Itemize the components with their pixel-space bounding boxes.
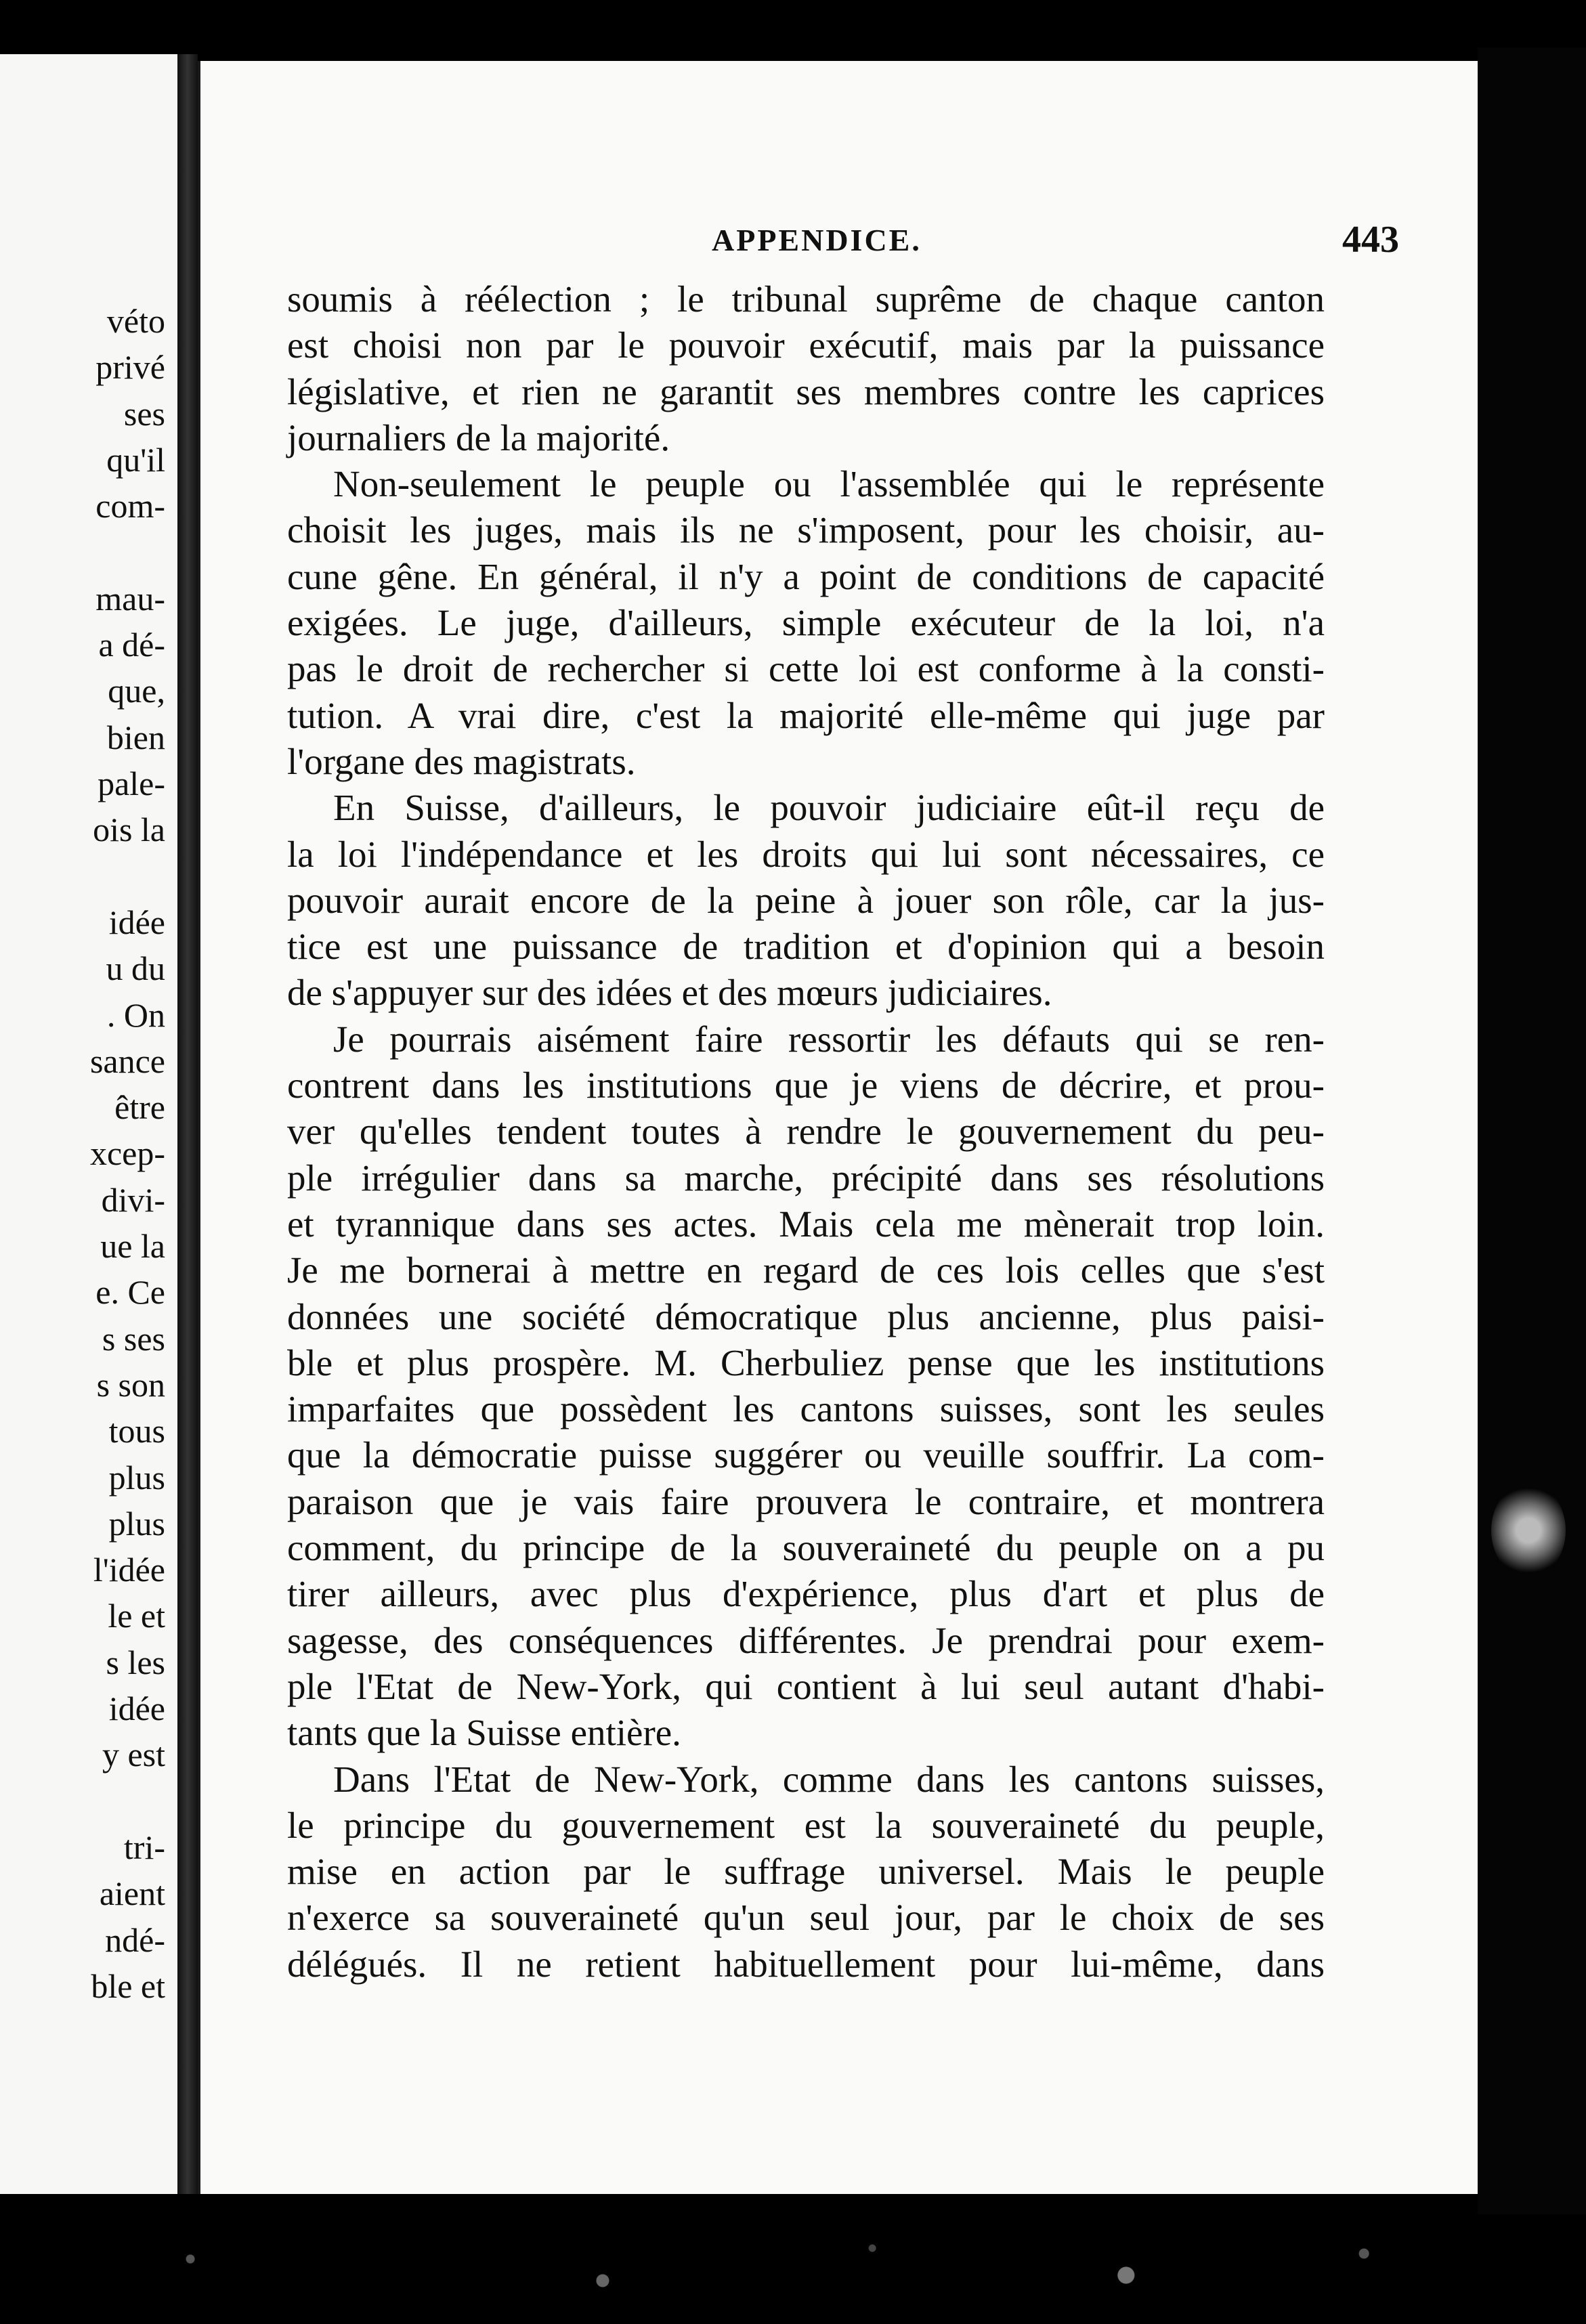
facing-page-line: divi- bbox=[101, 1180, 165, 1219]
text-line: et tyrannique dans ses actes. Mais cela me mènerait trop loin. bbox=[287, 1203, 1325, 1245]
scan-border bbox=[0, 2216, 1586, 2324]
facing-page-line: s les bbox=[106, 1643, 165, 1681]
facing-page-line: véto bbox=[106, 302, 165, 340]
facing-page-line: bien bbox=[106, 718, 165, 756]
facing-page-line: pale- bbox=[98, 765, 165, 802]
facing-page-line: s son bbox=[96, 1365, 165, 1404]
facing-page-line: ble et bbox=[91, 1966, 165, 2005]
facing-page-line: qu'il bbox=[106, 440, 165, 479]
book-gutter bbox=[177, 54, 198, 2194]
facing-page-line: tous bbox=[108, 1412, 165, 1450]
facing-page-line: idée bbox=[108, 903, 165, 941]
running-title: APPENDICE. bbox=[712, 223, 922, 257]
facing-page-line: l'idée bbox=[93, 1551, 165, 1589]
text-line: ver qu'elles tendent toutes à rendre le gouvernement du peu- bbox=[287, 1111, 1325, 1153]
text-line: délégués. Il ne retient habituellement pour lui-même, dans bbox=[287, 1943, 1325, 1985]
text-line: journaliers de la majorité. bbox=[287, 416, 670, 458]
facing-page-line: mau- bbox=[95, 579, 165, 618]
text-line: de s'appuyer sur des idées et des mœurs judiciaires. bbox=[287, 972, 1052, 1014]
text-line: législative, et rien ne garantit ses membres contre les caprices bbox=[287, 370, 1325, 412]
text-line: que la démocratie puisse suggérer ou veuille souffrir. La com- bbox=[287, 1434, 1325, 1476]
facing-page-line: ue la bbox=[100, 1227, 165, 1265]
facing-page-line: ndé- bbox=[105, 1920, 165, 1959]
text-line: données une société démocratique plus ancienne, plus paisi- bbox=[287, 1295, 1325, 1337]
text-line: le principe du gouvernement est la souveraineté du peuple, bbox=[287, 1804, 1325, 1846]
text-line: comment, du principe de la souveraineté du peuple on a pu bbox=[287, 1527, 1325, 1569]
text-line: Dans l'Etat de New-York, comme dans les cantons suisses, bbox=[333, 1758, 1325, 1800]
text-line: soumis à réélection ; le tribunal suprême de chaque canton bbox=[287, 278, 1325, 320]
facing-page-line: a dé- bbox=[98, 626, 165, 664]
text-line: tants que la Suisse entière. bbox=[287, 1712, 681, 1754]
text-line: Non-seulement le peuple ou l'assemblée qui le représente bbox=[333, 463, 1325, 505]
page-number: 443 bbox=[1342, 219, 1399, 261]
facing-page-line: u du bbox=[106, 949, 165, 988]
facing-page-line: . On bbox=[106, 995, 165, 1034]
text-line: l'organe des magistrats. bbox=[287, 740, 636, 782]
text-line: est choisi non par le pouvoir exécutif, mais par la puissance bbox=[287, 324, 1325, 366]
body-text bbox=[287, 276, 1325, 1987]
text-line: ble et plus prospère. M. Cherbuliez pense que les institutions bbox=[287, 1341, 1325, 1383]
text-line: ple irrégulier dans sa marche, précipité dans ses résolutions bbox=[287, 1157, 1325, 1199]
facing-page-line: y est bbox=[102, 1736, 165, 1774]
facing-page-line: com- bbox=[95, 487, 165, 525]
text-line: pouvoir aurait encore de la peine à jouer son rôle, car la jus- bbox=[287, 879, 1325, 921]
text-line: paraison que je vais faire prouvera le contraire, et montrera bbox=[287, 1480, 1325, 1522]
facing-page-line: le et bbox=[108, 1597, 165, 1635]
facing-page-line: xcep- bbox=[89, 1134, 165, 1173]
text-line: cune gêne. En général, il n'y a point de conditions de capacité bbox=[287, 555, 1325, 597]
text-line: mise en action par le suffrage universel. Mais le peuple bbox=[287, 1851, 1325, 1893]
facing-page-line: être bbox=[114, 1088, 165, 1127]
facing-page-line: e. Ce bbox=[95, 1273, 165, 1312]
facing-page-line: s ses bbox=[102, 1319, 165, 1358]
facing-page-line: plus bbox=[108, 1458, 165, 1497]
text-line: sagesse, des conséquences différentes. Je prendrai pour exem- bbox=[287, 1619, 1325, 1661]
facing-page-line: que, bbox=[108, 672, 165, 710]
text-line: imparfaites que possèdent les cantons suisses, sont les seules bbox=[287, 1388, 1325, 1430]
facing-page-fragment bbox=[0, 54, 179, 2194]
text-line: Je me bornerai à mettre en regard de ces lois celles que s'est bbox=[287, 1249, 1325, 1291]
text-line: exigées. Le juge, d'ailleurs, simple exécuteur de la loi, n'a bbox=[287, 602, 1325, 644]
text-line: la loi l'indépendance et les droits qui lui sont nécessaires, ce bbox=[287, 833, 1325, 875]
page bbox=[198, 61, 1480, 2194]
facing-page-line: tri- bbox=[123, 1828, 165, 1866]
text-line: tice est une puissance de tradition et d'opinion qui a besoin bbox=[287, 926, 1325, 968]
text-line: choisit les juges, mais ils ne s'imposent, pour les choisir, au- bbox=[287, 509, 1325, 551]
text-line: ple l'Etat de New-York, qui contient à lui seul autant d'habi- bbox=[287, 1665, 1325, 1707]
running-head bbox=[200, 219, 1480, 270]
text-line: contrent dans les institutions que je viens de décrire, et prou- bbox=[287, 1064, 1325, 1106]
text-line: Je pourrais aisément faire ressortir les défauts qui se ren- bbox=[333, 1018, 1325, 1060]
text-line: pas le droit de rechercher si cette loi est conforme à la consti- bbox=[287, 648, 1325, 690]
text-line: tution. A vrai dire, c'est la majorité elle-même qui juge par bbox=[287, 694, 1325, 736]
facing-page-line: ses bbox=[123, 394, 165, 433]
text-line: n'exerce sa souveraineté qu'un seul jour, par le choix de ses bbox=[287, 1897, 1325, 1939]
text-line: tirer ailleurs, avec plus d'expérience, plus d'art et plus de bbox=[287, 1573, 1325, 1615]
facing-page-line: aient bbox=[99, 1874, 165, 1913]
facing-page-line: idée bbox=[108, 1690, 165, 1727]
facing-page-line: privé bbox=[95, 348, 165, 387]
scan-blemish bbox=[1491, 1483, 1566, 1578]
scan-edge bbox=[1478, 47, 1586, 2214]
facing-page-line: plus bbox=[108, 1504, 165, 1543]
facing-page-line: sance bbox=[89, 1041, 165, 1080]
facing-page-line: ois la bbox=[93, 811, 165, 849]
text-line: En Suisse, d'ailleurs, le pouvoir judiciaire eût-il reçu de bbox=[333, 787, 1325, 829]
